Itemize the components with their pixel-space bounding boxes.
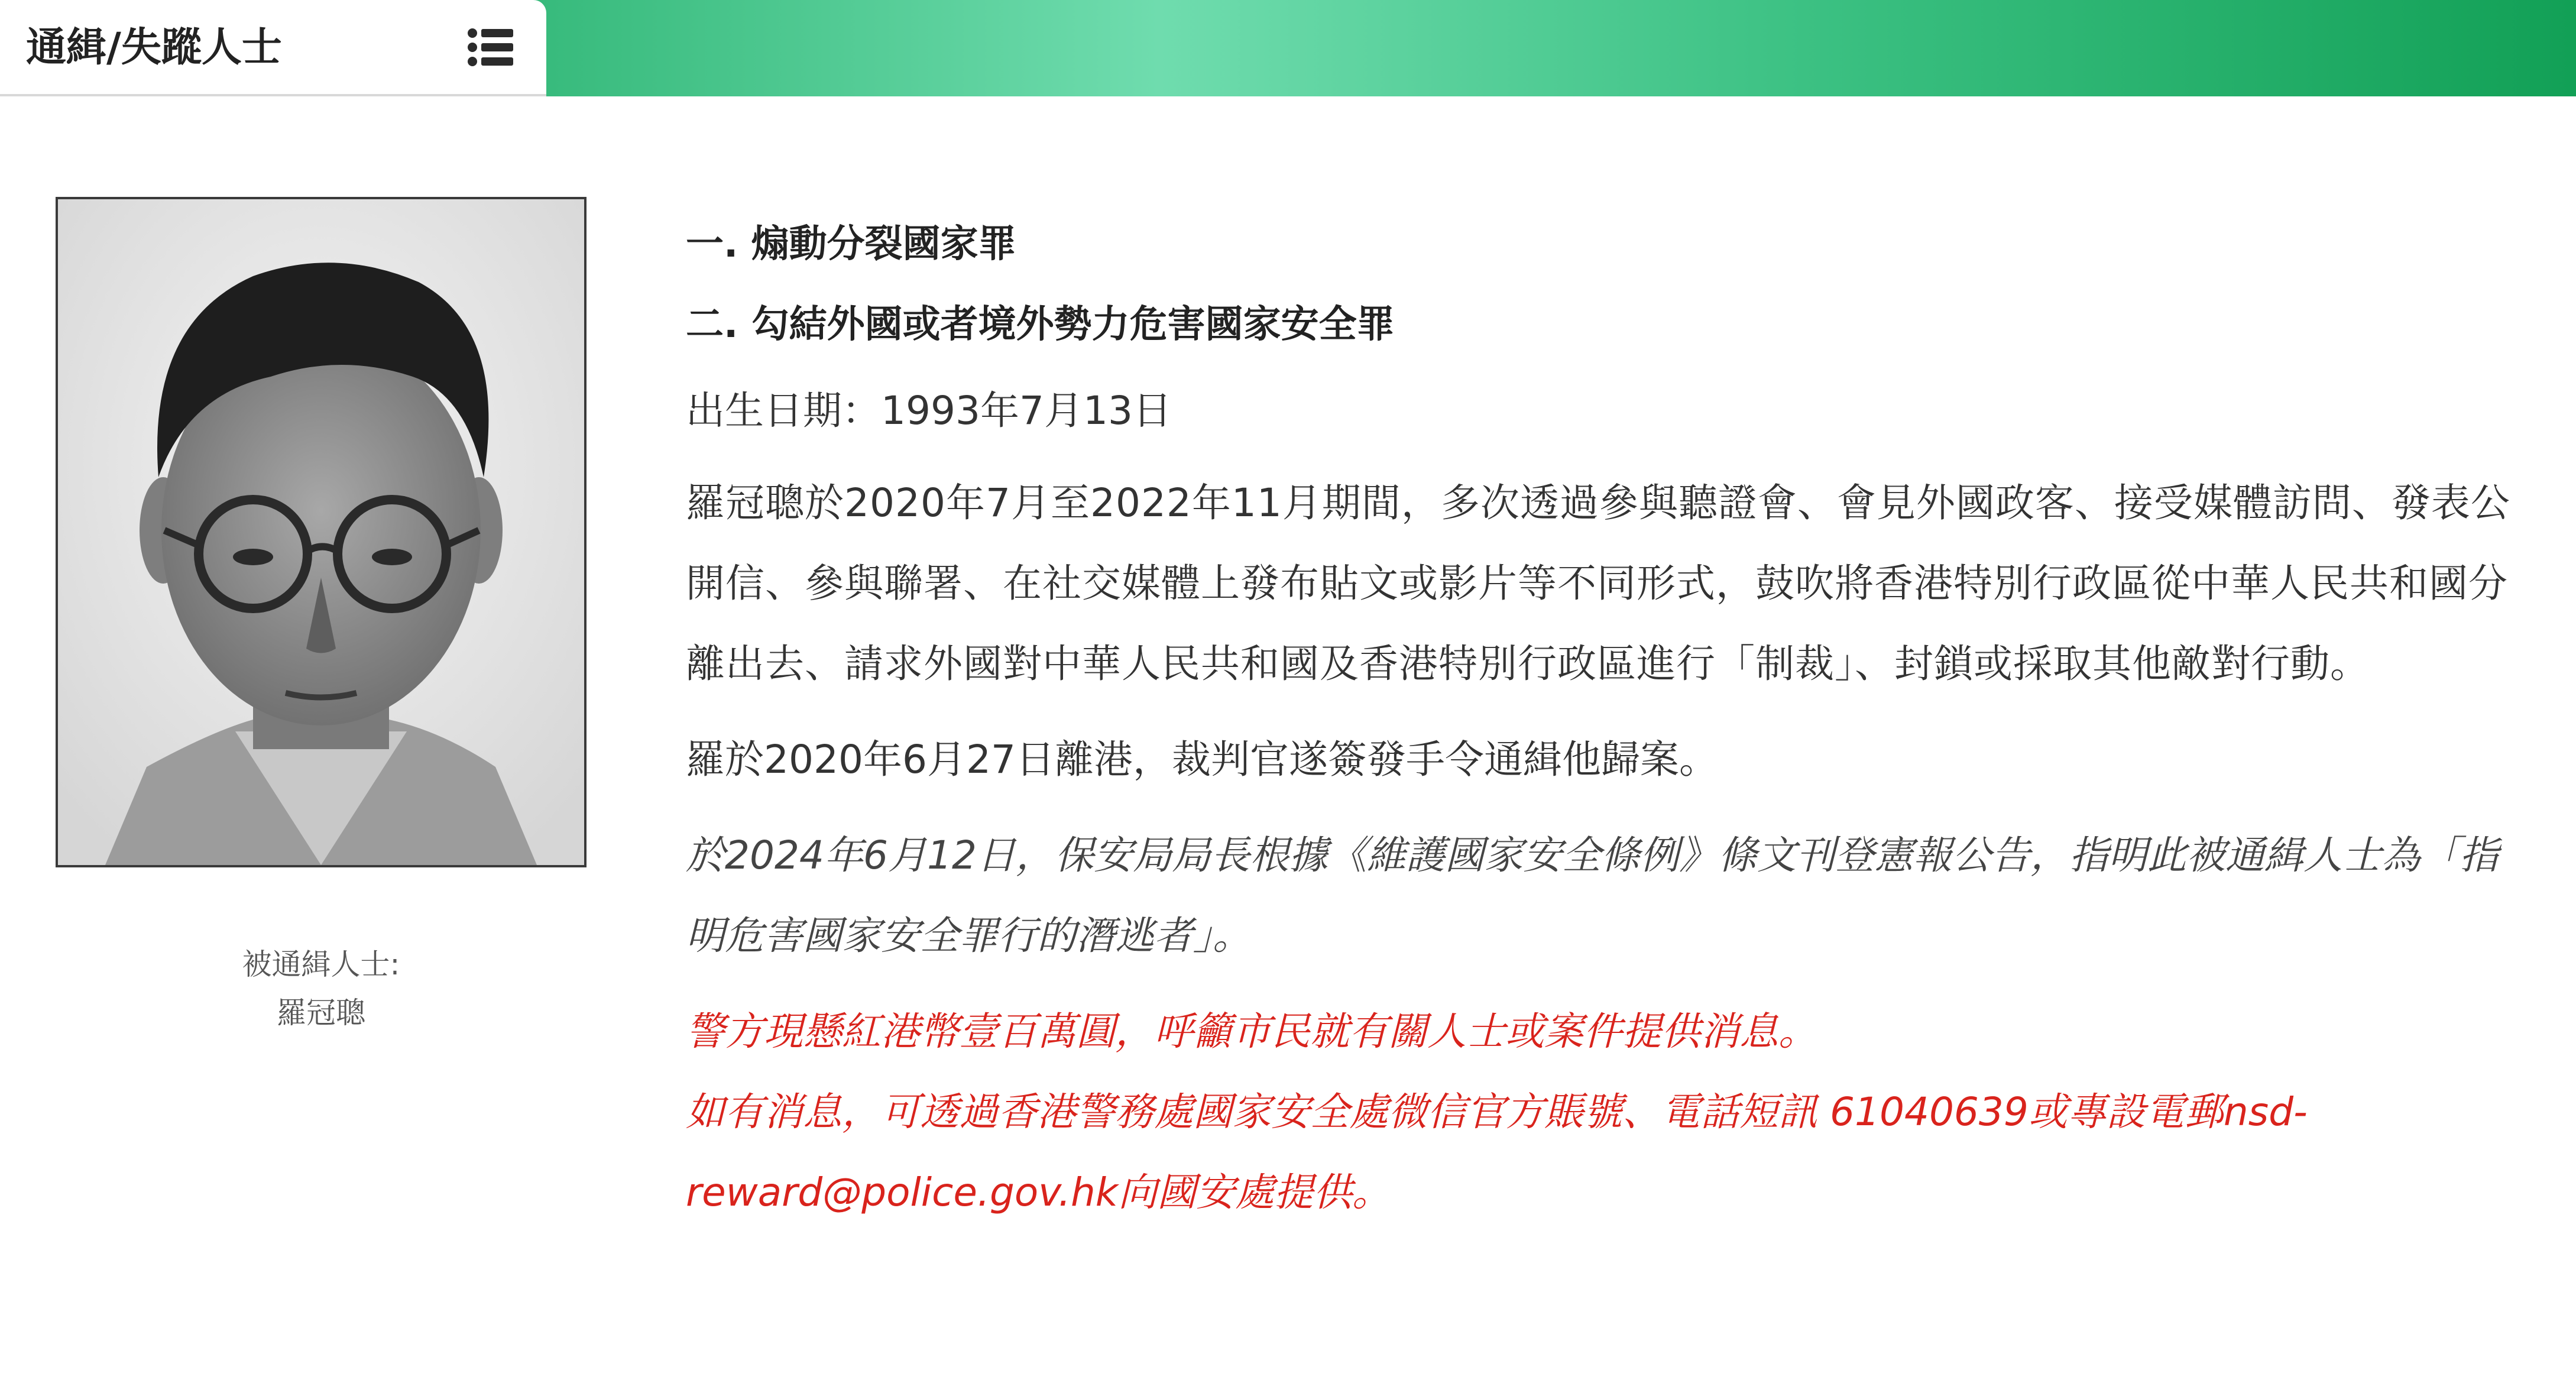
caption-label: 被通緝人士:: [242, 947, 400, 982]
departure-statement: 羅於2020年6月27日離港，裁判官遂簽發手令通緝他歸案。: [686, 737, 1718, 782]
charge-2: 二. 勾結外國或者境外勢力危害國家安全罪: [686, 303, 1395, 346]
list-menu-icon[interactable]: [467, 27, 514, 67]
case-description: 羅冠聰於2020年7月至2022年11月期間，多次透過參與聽證會、會見外國政客、接受媒體訪問、發表公開信、參與聯署、在社交媒體上發布貼文或影片等不同形式，鼓吹將香港特別行政區從中華人民共和國分離出去、請求外國對中華人民共和國及香港特別行政區進行「制裁」、封鎖或採取其他敵對行動。: [686, 480, 2510, 686]
page-title: 通緝/失蹤人士: [26, 24, 282, 71]
person-photo: [56, 197, 587, 867]
reward-notice-1: 警方現懸紅港幣壹百萬圓，呼籲市民就有關人士或案件提供消息。: [686, 1009, 1817, 1054]
case-details: [686, 204, 2536, 1233]
header-bar: [0, 0, 2576, 96]
header-tab: [0, 0, 546, 96]
gazette-notice: 於2024年6月12日，保安局局長根據《維護國家安全條例》條文刊登憲報公告，指明此被通緝人士為「指明危害國家安全罪行的潛逃者」。: [686, 833, 2499, 958]
caption-name: 羅冠聰: [277, 996, 365, 1030]
reward-notice-2: 如有消息，可透過香港警務處國家安全處微信官方賬號、電話短訊 61040639或專設電郵nsd-reward@police.gov.hk向國安處提供。: [686, 1089, 2308, 1215]
date-of-birth: 出生日期：1993年7月13日: [686, 388, 1172, 433]
photo-caption: [56, 940, 587, 1037]
charge-1: 一. 煽動分裂國家罪: [686, 222, 1016, 266]
